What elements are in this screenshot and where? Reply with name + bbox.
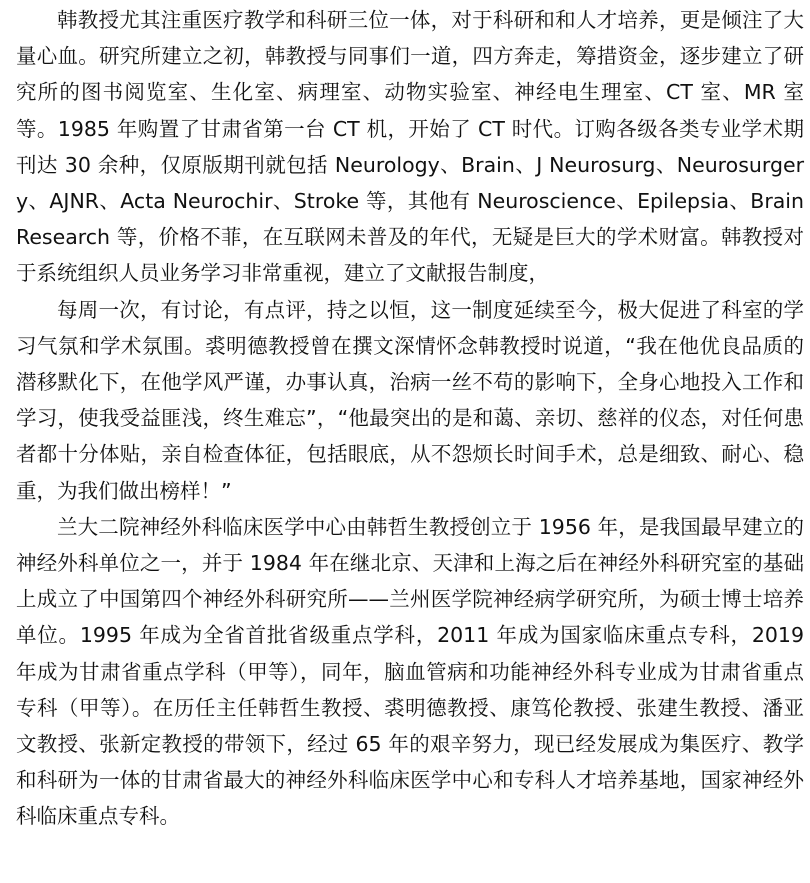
document-body (16, 0, 804, 835)
paragraph-center-history: 兰大二院神经外科临床医学中心由韩哲生教授创立于 1956 年，是我国最早建立的神经外科单位之一，并于 1984 年在继北京、天津和上海之后在神经外科研究室的基础上成立了中国第四个神经外科研究所——兰州医学院神经病学研究所，为硕士博士培养单位。1995 年成为全省首批省级重点学科，2011 年成为国家临床重点专科，2019 年成为甘肃省重点学科（甲等），同年，脑血管病和功能神经外科专业成为甘肃省重点专科（甲等）。在历任主任韩哲生教授、裘明德教授、康笃伦教授、张建生教授、潘亚文教授、张新定教授的带领下，经过 65 年的艰辛努力，现已经发展成为集医疗、教学和科研为一体的甘肃省最大的神经外科临床医学中心和专科人才培养基地，国家神经外科临床重点专科。 (16, 514, 804, 829)
paragraph-research-institute: 韩教授尤其注重医疗教学和科研三位一体，对于科研和和人才培养，更是倾注了大量心血。研究所建立之初，韩教授与同事们一道，四方奔走，筹措资金，逐步建立了研究所的图书阅览室、生化室、病理室、动物实验室、神经电生理室、CT 室、MR 室等。1985 年购置了甘肃省第一台 CT 机，开始了 CT 时代。订购各级各类专业学术期刊达 30 余种，仅原版期刊就包括 Neurology、Brain、J Neurosurg、Neurosurgery、AJNR、Acta Neurochir、Stroke 等，其他有 Neuroscience、Epilepsia、Brain Research 等，价格不菲，在互联网未普及的年代，无疑是巨大的学术财富。韩教授对于系统组织人员业务学习非常重视，建立了文献报告制度， (16, 8, 804, 286)
paragraph-weekly-study: 每周一次，有讨论，有点评，持之以恒，这一制度延续至今，极大促进了科室的学习气氛和学术氛围。裘明德教授曾在撰文深情怀念韩教授时说道，“我在他优良品质的潜移默化下，在他学风严谨，办事认真，治病一丝不苟的影响下，全身心地投入工作和学习，使我受益匪浅，终生难忘”，“他最突出的是和蔼、亲切、慈祥的仪态，对任何患者都十分体贴，亲自检查体征，包括眼底，从不怨烦长时间手术，总是细致、耐心、稳重，为我们做出榜样！” (16, 297, 804, 503)
